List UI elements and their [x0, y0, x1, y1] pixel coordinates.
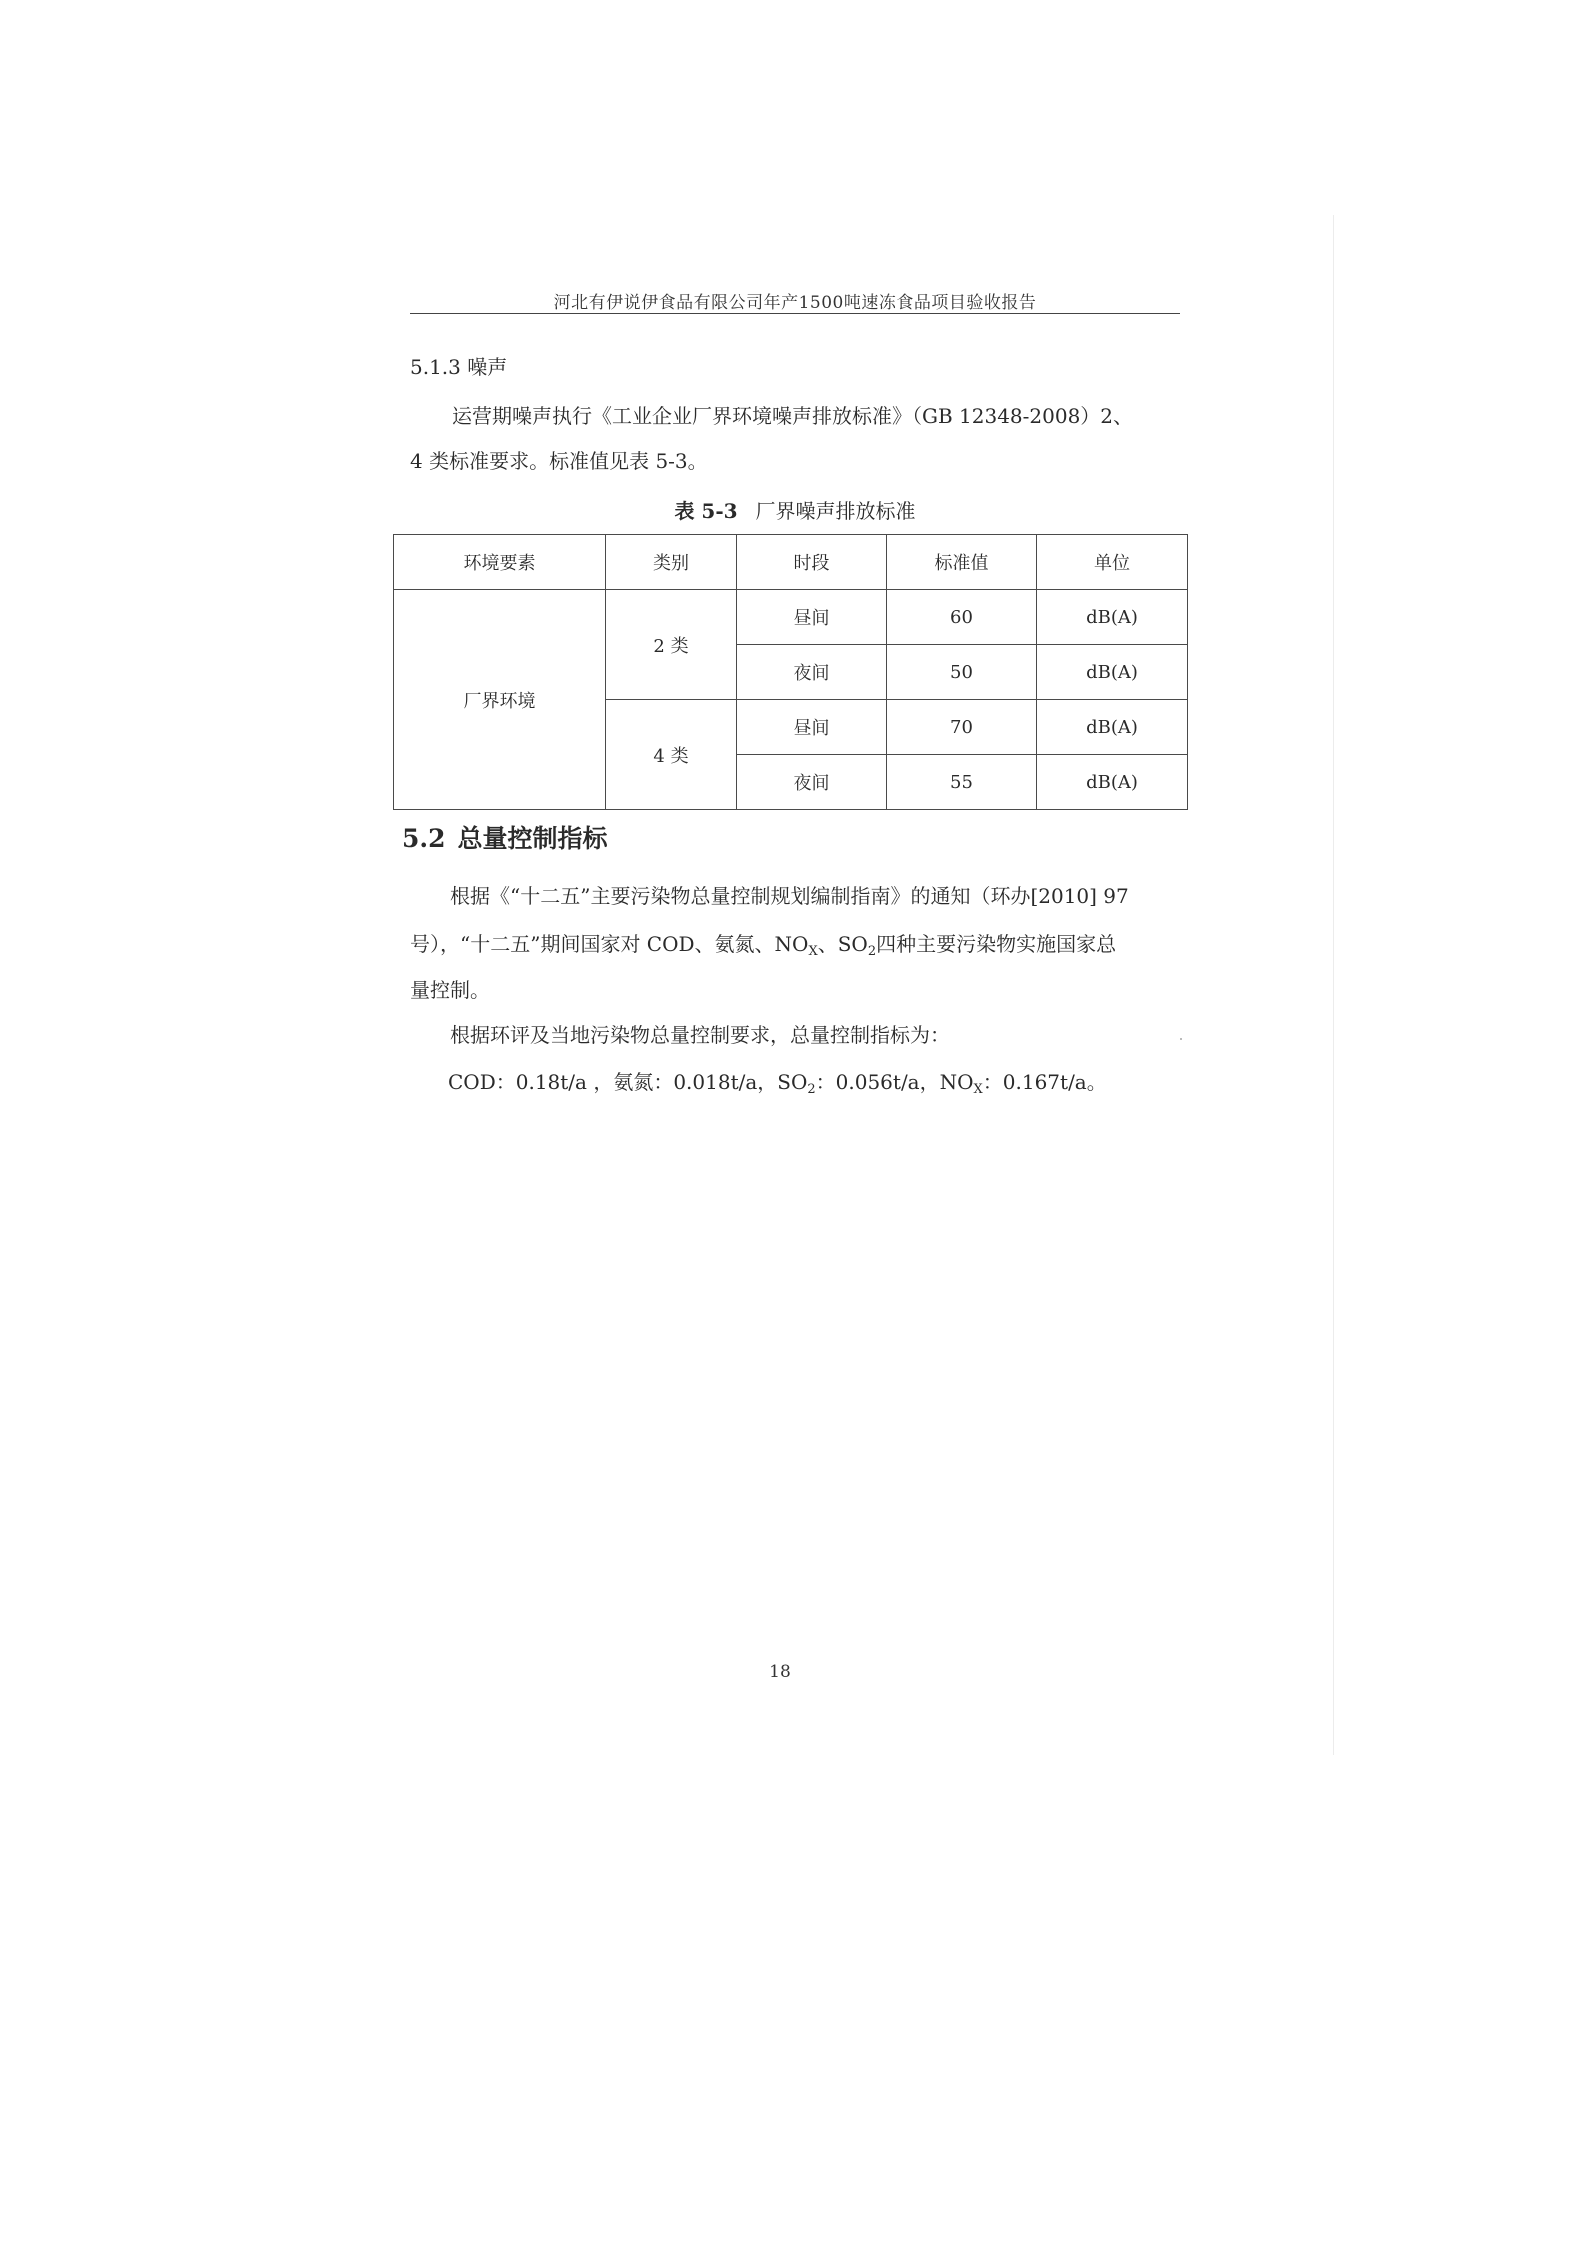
subscript: X [973, 1082, 983, 1097]
class-cell: 4 类 [606, 700, 737, 810]
scan-edge [1333, 215, 1334, 1755]
unit-cell: dB(A) [1037, 590, 1188, 645]
unit-cell: dB(A) [1037, 645, 1188, 700]
text-run: 四种主要污染物实施国家总 [876, 932, 1117, 956]
paragraph-indicator-intro: 根据环评及当地污染物总量控制要求，总量控制指标为： [450, 1023, 950, 1047]
value-cell: 55 [887, 755, 1037, 810]
table-header-cell: 时段 [737, 535, 887, 590]
running-header: 河北有伊说伊食品有限公司年产1500吨速冻食品项目验收报告 [553, 293, 1037, 313]
text-run: ：0.167t/a。 [982, 1070, 1107, 1094]
period-cell: 夜间 [737, 755, 887, 810]
paragraph-total-control-line-2 [410, 930, 1116, 966]
table-header-cell: 标准值 [887, 535, 1037, 590]
subscript: 2 [807, 1082, 816, 1097]
paragraph-noise-line-1: 运营期噪声执行《工业企业厂界环境噪声排放标准》（GB 12348-2008）2、 [452, 404, 1134, 428]
paragraph-noise-line-2: 4 类标准要求。标准值见表 5-3。 [410, 449, 708, 473]
section-5-2-heading [402, 819, 608, 855]
period-cell: 昼间 [737, 590, 887, 645]
section-number: 5.2 [402, 824, 446, 853]
header-rule [410, 313, 1180, 314]
unit-cell: dB(A) [1037, 700, 1188, 755]
table-header-cell: 环境要素 [394, 535, 606, 590]
paragraph-indicator-values [448, 1068, 1107, 1104]
value-cell: 50 [887, 645, 1037, 700]
table-header-row [394, 535, 1188, 590]
scan-speck [1180, 1038, 1182, 1040]
text-run: ：0.056t/a，NO [815, 1070, 974, 1094]
paragraph-total-control-line-1: 根据《“十二五”主要污染物总量控制规划编制指南》的通知（环办[2010] 97 [450, 884, 1129, 908]
text-run: 、SO [817, 932, 868, 956]
section-title: 总量控制指标 [457, 824, 608, 853]
table-header-cell: 类别 [606, 535, 737, 590]
text-run: COD：0.18t/a ，氨氮：0.018t/a，SO [448, 1070, 808, 1094]
table-caption-title: 厂界噪声排放标准 [755, 499, 916, 523]
section-5-1-3-heading: 5.1.3 噪声 [410, 355, 508, 379]
page-number: 18 [769, 1662, 791, 1682]
period-cell: 昼间 [737, 700, 887, 755]
noise-standard-table [393, 534, 1188, 810]
value-cell: 70 [887, 700, 1037, 755]
period-cell: 夜间 [737, 645, 887, 700]
table-caption [410, 495, 1180, 524]
value-cell: 60 [887, 590, 1037, 645]
element-cell: 厂界环境 [394, 590, 606, 810]
subscript: X [808, 944, 818, 959]
paragraph-total-control-line-3: 量控制。 [410, 978, 490, 1002]
unit-cell: dB(A) [1037, 755, 1188, 810]
class-cell: 2 类 [606, 590, 737, 700]
table-caption-number: 表 5-3 [674, 499, 738, 523]
subscript: 2 [867, 944, 877, 959]
table-row [394, 590, 1188, 645]
text-run: 号），“十二五”期间国家对 COD、氨氮、NO [410, 932, 809, 956]
table-header-cell: 单位 [1037, 535, 1188, 590]
